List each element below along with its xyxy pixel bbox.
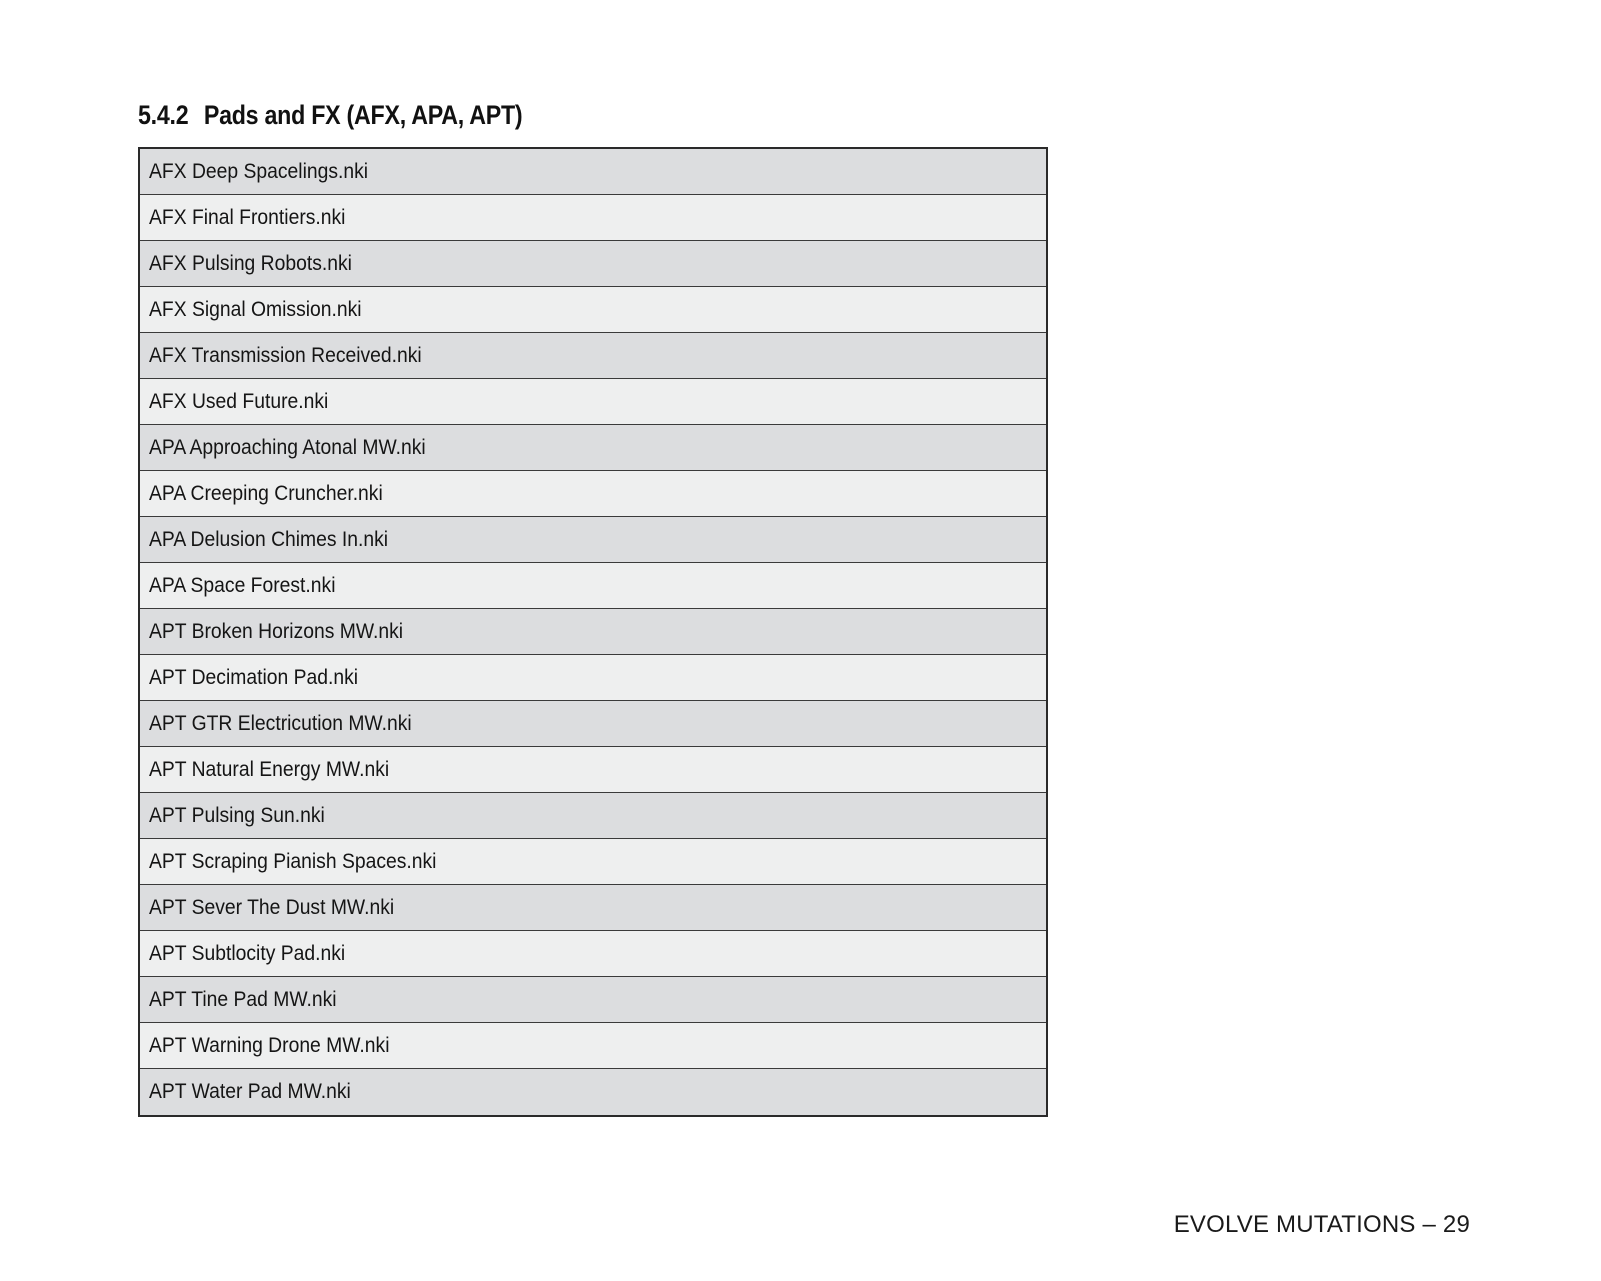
file-name: APT Sever The Dust MW.nki (149, 895, 395, 919)
table-row (140, 333, 1046, 379)
table-row (140, 425, 1046, 471)
table-row (140, 793, 1046, 839)
table-row (140, 655, 1046, 701)
file-name: APT Scraping Pianish Spaces.nki (149, 849, 437, 873)
table-row (140, 839, 1046, 885)
file-name: APT Subtlocity Pad.nki (149, 941, 346, 965)
section-number: 5.4.2 (138, 100, 189, 130)
file-name: APT GTR Electricution MW.nki (149, 711, 412, 735)
file-name: APA Delusion Chimes In.nki (149, 527, 389, 551)
table-row (140, 241, 1046, 287)
table-row (140, 1069, 1046, 1115)
table-row (140, 149, 1046, 195)
table-row (140, 609, 1046, 655)
table-row (140, 701, 1046, 747)
table-row (140, 287, 1046, 333)
table-row (140, 747, 1046, 793)
table-row (140, 885, 1046, 931)
table-row (140, 931, 1046, 977)
file-name: APA Space Forest.nki (149, 573, 336, 597)
file-name: APT Decimation Pad.nki (149, 665, 359, 689)
table-row (140, 379, 1046, 425)
file-name: APT Natural Energy MW.nki (149, 757, 390, 781)
file-name: APA Creeping Cruncher.nki (149, 481, 383, 505)
file-name: APT Water Pad MW.nki (149, 1080, 351, 1103)
table-row (140, 977, 1046, 1023)
file-name: APT Broken Horizons MW.nki (149, 619, 404, 643)
file-name: AFX Pulsing Robots.nki (149, 251, 352, 275)
section-title: Pads and FX (AFX, APA, APT) (203, 100, 523, 130)
file-list-table (138, 147, 1048, 1117)
file-name: APT Pulsing Sun.nki (149, 803, 325, 827)
table-row (140, 563, 1046, 609)
table-row (140, 195, 1046, 241)
section-heading (138, 100, 522, 131)
table-row (140, 471, 1046, 517)
file-name: APT Warning Drone MW.nki (149, 1033, 390, 1057)
file-name: AFX Used Future.nki (149, 389, 329, 413)
file-name: AFX Final Frontiers.nki (149, 205, 346, 229)
file-name: APT Tine Pad MW.nki (149, 987, 337, 1011)
file-name: APA Approaching Atonal MW.nki (149, 435, 426, 459)
file-name: AFX Transmission Received.nki (149, 343, 422, 367)
page-footer: EVOLVE MUTATIONS – 29 (1173, 1211, 1470, 1238)
table-row (140, 1023, 1046, 1069)
table-row (140, 517, 1046, 563)
file-name: AFX Signal Omission.nki (149, 297, 362, 321)
file-name: AFX Deep Spacelings.nki (149, 159, 369, 183)
